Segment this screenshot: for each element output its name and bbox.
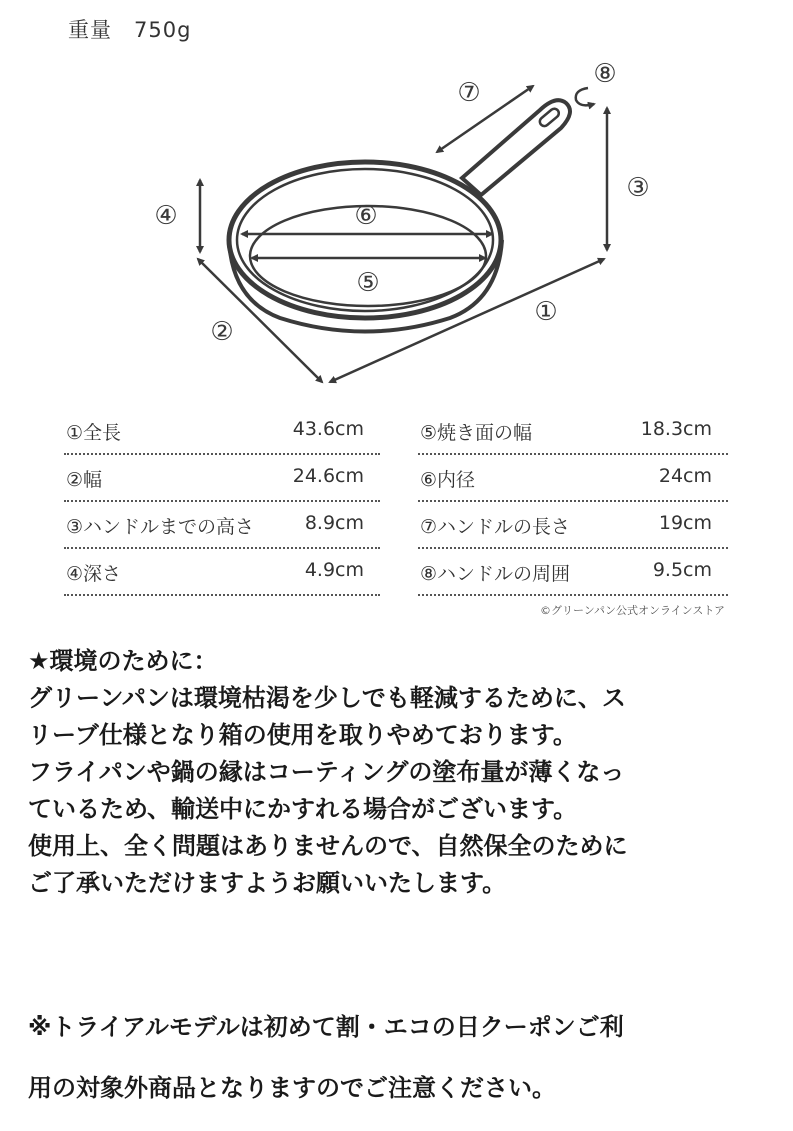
- spec-label: ⑦ハンドルの長さ: [420, 516, 571, 538]
- spec-table-left: [64, 408, 380, 596]
- marker-5: ⑤: [356, 268, 380, 298]
- marker-2: ②: [210, 317, 234, 347]
- spec-label: ⑥内径: [420, 469, 476, 491]
- notice-line: ご了承いただけますようお願いいたします。: [28, 869, 507, 897]
- notice-line: 使用上、全く問題はありませんので、自然保全のために: [28, 832, 628, 860]
- spec-value: 43.6cm: [292, 418, 364, 440]
- marker-8: ⑧: [593, 59, 617, 89]
- weight-label: 重量 750g: [68, 18, 192, 42]
- notice-line: フライパンや鍋の縁はコーティングの塗布量が薄くなっ: [28, 758, 625, 786]
- spec-label: ②幅: [66, 469, 103, 491]
- spec-value: 4.9cm: [304, 559, 364, 581]
- spec-label: ①全長: [66, 422, 122, 444]
- marker-7: ⑦: [457, 78, 481, 108]
- notice-line: リーブ仕様となり箱の使用を取りやめております。: [28, 721, 577, 749]
- image-credit: ©グリーンパン公式オンラインストア: [539, 604, 725, 617]
- notice-line: グリーンパンは環境枯渇を少しでも軽減するために、ス: [28, 684, 626, 712]
- spec-value: 19cm: [658, 512, 712, 534]
- spec-row: [418, 549, 728, 596]
- notice-title: ★環境のために：: [28, 647, 218, 675]
- spec-value: 18.3cm: [640, 418, 712, 440]
- spec-row: [418, 502, 728, 549]
- spec-label: ⑤焼き面の幅: [420, 422, 533, 444]
- spec-value: 24cm: [658, 465, 712, 487]
- spec-table-right: [418, 408, 728, 596]
- spec-row: [418, 408, 728, 455]
- spec-value: 9.5cm: [652, 559, 712, 581]
- marker-1: ①: [534, 297, 558, 327]
- spec-label: ⑧ハンドルの周囲: [420, 563, 571, 585]
- spec-row: [64, 455, 380, 502]
- spec-row: [64, 408, 380, 455]
- trial-model-footnote: [28, 985, 768, 1131]
- environment-notice: [28, 643, 768, 902]
- spec-label: ④深さ: [66, 563, 122, 585]
- marker-4: ④: [154, 201, 178, 231]
- arrow-handle-circumference: [576, 88, 594, 105]
- marker-3: ③: [626, 173, 650, 203]
- notice-line: ているため、輸送中にかすれる場合がございます。: [28, 795, 578, 823]
- spec-label: ③ハンドルまでの高さ: [66, 516, 255, 538]
- frying-pan-diagram: [0, 55, 793, 400]
- pan-handle: [462, 100, 570, 195]
- spec-row: [418, 455, 728, 502]
- spec-row: [64, 502, 380, 549]
- spec-value: 24.6cm: [292, 465, 364, 487]
- footnote-line: 用の対象外商品となりますのでご注意ください。: [28, 1074, 556, 1102]
- marker-6: ⑥: [354, 201, 378, 231]
- spec-row: [64, 549, 380, 596]
- footnote-line: ※トライアルモデルは初めて割・エコの日クーポンご利: [28, 1013, 624, 1041]
- spec-value: 8.9cm: [304, 512, 364, 534]
